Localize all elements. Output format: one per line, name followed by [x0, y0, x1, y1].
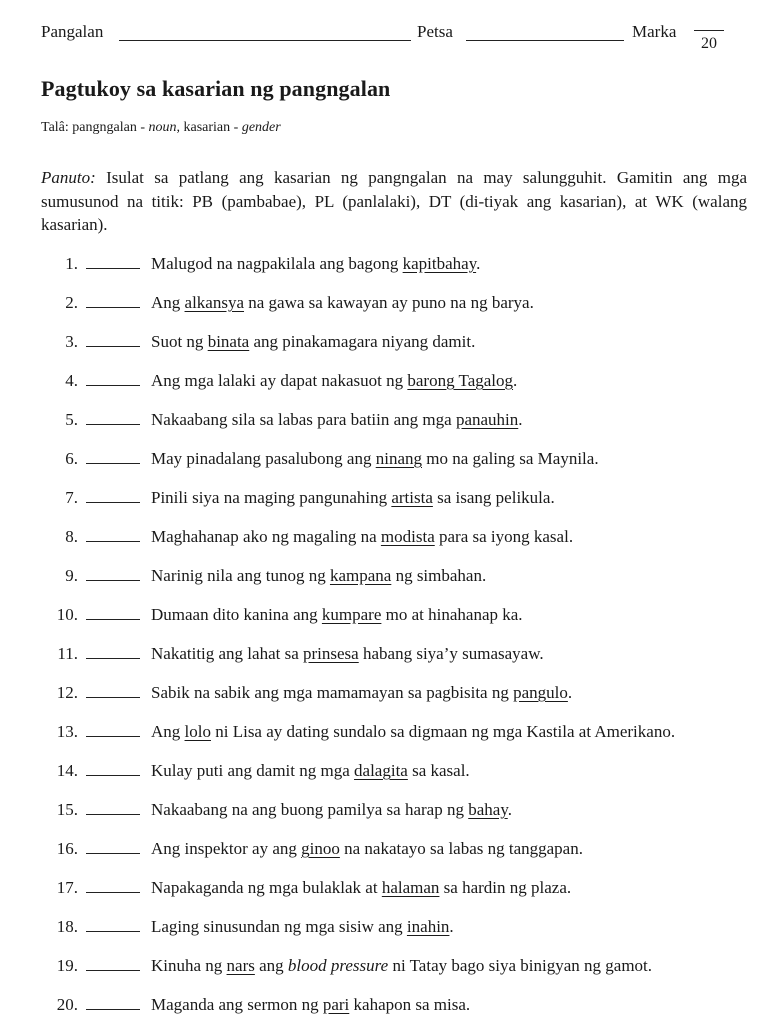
- question-number: 11.: [57, 644, 78, 663]
- answer-blank[interactable]: [86, 541, 140, 542]
- note-term-2: kasarian: [183, 120, 231, 135]
- answer-blank[interactable]: [86, 502, 140, 503]
- worksheet-header: [41, 22, 731, 62]
- question-item: [0, 876, 768, 900]
- question-sentence: Dumaan dito kanina ang kumpare mo at hinahanap ka.: [151, 605, 523, 624]
- underlined-noun: kumpare: [321, 605, 382, 624]
- answer-blank[interactable]: [86, 931, 140, 932]
- question-sentence: Narinig nila ang tunog ng kampana ng simbahan.: [151, 566, 487, 585]
- underlined-noun: modista: [380, 527, 435, 546]
- answer-blank[interactable]: [86, 814, 140, 815]
- question-number: 1.: [65, 254, 78, 273]
- name-label: Pangalan: [41, 22, 104, 41]
- note-label: Talâ:: [41, 120, 69, 135]
- question-item: [0, 525, 768, 549]
- underlined-noun: ginoo: [301, 839, 340, 858]
- question-sentence: Pinili siya na maging pangunahing artista sa isang pelikula.: [151, 488, 555, 507]
- answer-blank[interactable]: [86, 463, 140, 464]
- question-sentence: Maghahanap ako ng magaling na modista para sa iyong kasal.: [151, 527, 574, 546]
- question-item: [0, 603, 768, 627]
- question-number: 9.: [65, 566, 78, 585]
- question-number: 14.: [56, 761, 78, 780]
- note-term-1: pangngalan: [72, 120, 137, 135]
- answer-blank[interactable]: [86, 307, 140, 308]
- answer-blank[interactable]: [86, 580, 140, 581]
- question-item: [0, 642, 768, 666]
- underlined-noun: prinsesa: [303, 644, 359, 663]
- question-item: [0, 954, 768, 978]
- question-number: 18.: [56, 917, 78, 936]
- underlined-noun: ninang: [375, 449, 422, 468]
- date-field-line[interactable]: [466, 40, 624, 41]
- question-sentence: Laging sinusundan ng mga sisiw ang inahin.: [151, 917, 454, 936]
- question-sentence: May pinadalang pasalubong ang ninang mo na galing sa Maynila.: [151, 449, 599, 468]
- underlined-noun: nars: [226, 956, 255, 975]
- underlined-noun: dalagita: [354, 761, 408, 780]
- underlined-noun: inahin: [406, 917, 450, 936]
- answer-blank[interactable]: [86, 970, 140, 971]
- answer-blank[interactable]: [86, 268, 140, 269]
- score-total: 20: [694, 30, 724, 53]
- name-field-line[interactable]: [119, 40, 411, 41]
- question-item: [0, 369, 768, 393]
- question-item: [0, 681, 768, 705]
- answer-blank[interactable]: [86, 892, 140, 893]
- question-sentence: Kinuha ng nars ang blood pressure ni Tatay bago siya binigyan ng gamot.: [151, 956, 653, 975]
- question-number: 13.: [56, 722, 78, 741]
- question-item: [0, 252, 768, 276]
- question-sentence: Ang lolo ni Lisa ay dating sundalo sa digmaan ng mga Kastila at Amerikano.: [151, 722, 676, 741]
- question-item: [0, 720, 768, 744]
- question-sentence: Maganda ang sermon ng pari kahapon sa misa.: [151, 995, 471, 1014]
- answer-blank[interactable]: [86, 346, 140, 347]
- question-item: [0, 330, 768, 354]
- question-number: 17.: [56, 878, 78, 897]
- question-number: 16.: [56, 839, 78, 858]
- question-number: 20.: [56, 995, 78, 1014]
- note-translation-1: noun: [148, 120, 177, 135]
- instructions-text: Isulat sa patlang ang kasarian ng pangngalan na may salungguhit. Gamitin ang mga sumusunod na titik: PB (pambabae), PL (panlalaki), DT (di-tiyak ang kasarian), at WK (walang kasarian).: [41, 168, 748, 234]
- underlined-noun: pangulo: [513, 683, 568, 702]
- question-sentence: Ang mga lalaki ay dapat nakasuot ng barong Tagalog.: [151, 371, 518, 390]
- question-item: [0, 798, 768, 822]
- instructions-label: Panuto:: [41, 168, 96, 187]
- question-sentence: Nakaabang na ang buong pamilya sa harap ng bahay.: [151, 800, 512, 819]
- question-item: [0, 915, 768, 939]
- question-number: 5.: [65, 410, 78, 429]
- question-item: [0, 447, 768, 471]
- question-sentence: Kulay puti ang damit ng mga dalagita sa kasal.: [151, 761, 470, 780]
- question-number: 3.: [65, 332, 78, 351]
- question-number: 12.: [56, 683, 78, 702]
- question-number: 4.: [65, 371, 78, 390]
- underlined-noun: kapitbahay: [402, 254, 477, 273]
- question-item: [0, 993, 768, 1017]
- date-label: Petsa: [417, 22, 453, 41]
- question-number: 2.: [65, 293, 78, 312]
- question-sentence: Napakaganda ng mga bulaklak at halaman sa hardin ng plaza.: [151, 878, 572, 897]
- question-number: 7.: [65, 488, 78, 507]
- question-item: [0, 564, 768, 588]
- answer-blank[interactable]: [86, 1009, 140, 1010]
- answer-blank[interactable]: [86, 424, 140, 425]
- answer-blank[interactable]: [86, 853, 140, 854]
- underlined-noun: pari: [322, 995, 350, 1014]
- answer-blank[interactable]: [86, 658, 140, 659]
- question-item: [0, 759, 768, 783]
- italic-term: blood pressure: [287, 956, 389, 975]
- score-label: Marka: [632, 22, 677, 41]
- question-sentence: Sabik na sabik ang mga mamamayan sa pagbisita ng pangulo.: [151, 683, 573, 702]
- note-translation-2: gender: [241, 120, 281, 135]
- answer-blank[interactable]: [86, 775, 140, 776]
- underlined-noun: panauhin: [455, 410, 519, 429]
- underlined-noun: binata: [207, 332, 250, 351]
- instructions: [41, 166, 747, 237]
- underlined-noun: bahay: [468, 800, 508, 819]
- answer-blank[interactable]: [86, 385, 140, 386]
- underlined-noun: alkansya: [184, 293, 245, 312]
- underlined-noun: halaman: [381, 878, 440, 897]
- question-sentence: Nakatitig ang lahat sa prinsesa habang siya’y sumasayaw.: [151, 644, 544, 663]
- question-number: 8.: [65, 527, 78, 546]
- answer-blank[interactable]: [86, 697, 140, 698]
- underlined-noun: lolo: [184, 722, 211, 741]
- worksheet-title: Pagtukoy sa kasarian ng pangngalan: [41, 76, 391, 101]
- underlined-noun: barong Tagalog: [407, 371, 514, 390]
- vocabulary-note: Talâ: pangngalan - noun, kasarian - gender: [41, 120, 281, 135]
- question-number: 19.: [56, 956, 78, 975]
- question-number: 10.: [56, 605, 78, 624]
- question-sentence: Suot ng binata ang pinakamagara niyang damit.: [151, 332, 476, 351]
- question-item: [0, 408, 768, 432]
- question-sentence: Nakaabang sila sa labas para batiin ang mga panauhin.: [151, 410, 523, 429]
- question-sentence: Ang alkansya na gawa sa kawayan ay puno na ng barya.: [151, 293, 534, 312]
- underlined-noun: kampana: [329, 566, 392, 585]
- underlined-noun: artista: [391, 488, 433, 507]
- question-number: 6.: [65, 449, 78, 468]
- answer-blank[interactable]: [86, 736, 140, 737]
- question-number: 15.: [56, 800, 78, 819]
- question-item: [0, 837, 768, 861]
- answer-blank[interactable]: [86, 619, 140, 620]
- question-item: [0, 291, 768, 315]
- question-sentence: Malugod na nagpakilala ang bagong kapitbahay.: [151, 254, 481, 273]
- question-item: [0, 486, 768, 510]
- question-sentence: Ang inspektor ay ang ginoo na nakatayo sa labas ng tanggapan.: [151, 839, 583, 858]
